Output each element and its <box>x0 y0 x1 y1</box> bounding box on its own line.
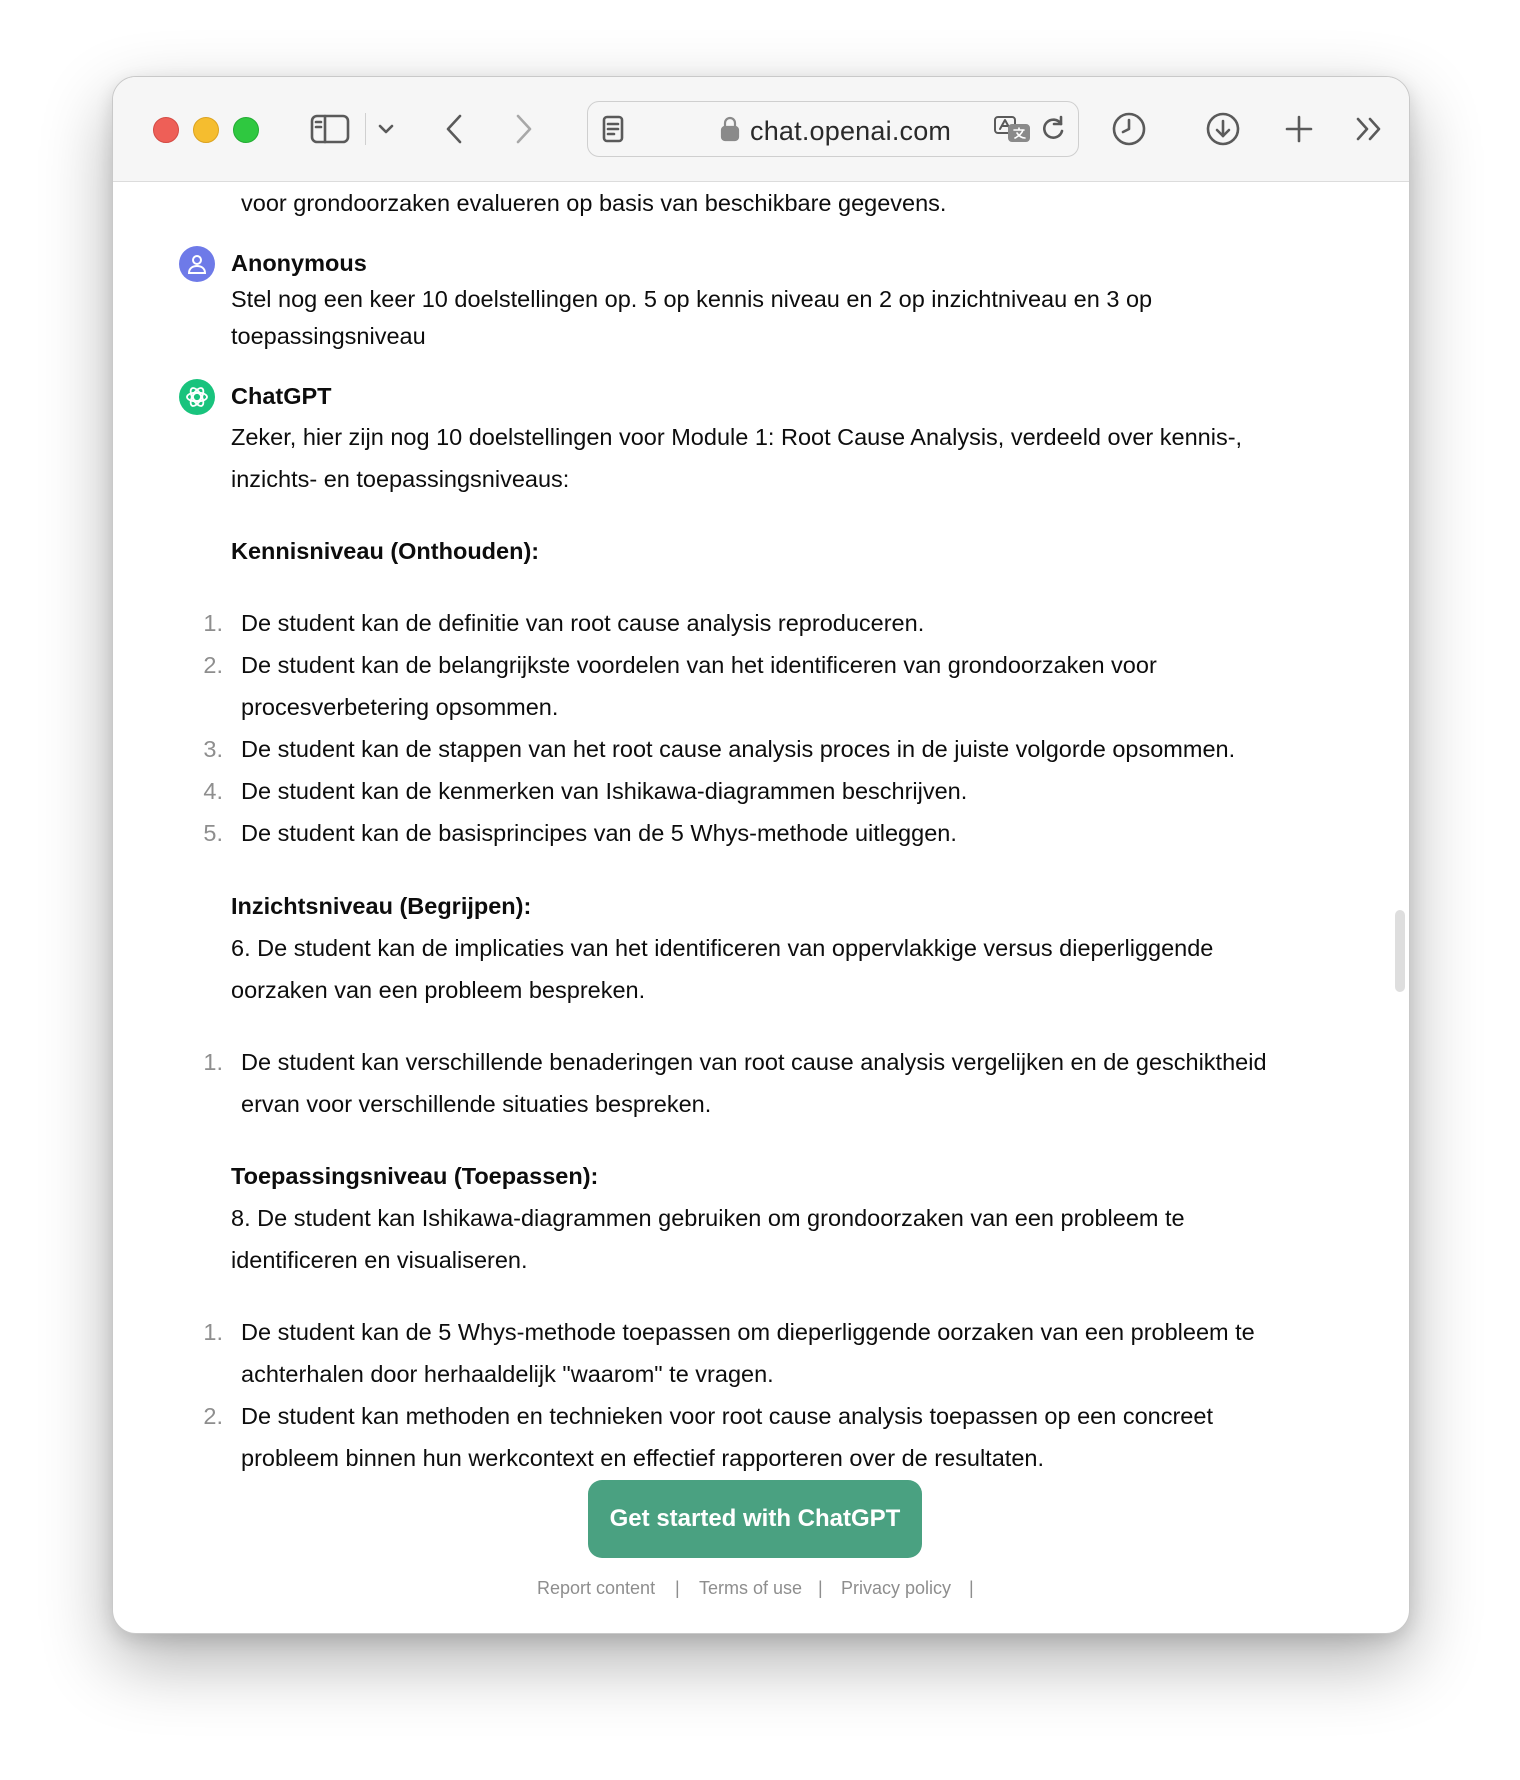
list-item: De student kan de kenmerken van Ishikawa-diagrammen beschrijven. <box>241 778 968 804</box>
section-heading-knowledge: Kennisniveau (Onthouden): <box>231 538 540 564</box>
minimize-window-button[interactable] <box>193 117 219 143</box>
previous-message-fragment: voor grondoorzaken evalueren op basis van beschikbare gegevens. <box>241 190 947 216</box>
scrollbar-thumb[interactable] <box>1395 910 1405 992</box>
assistant-name: ChatGPT <box>231 383 332 409</box>
section-heading-application: Toepassingsniveau (Toepassen): <box>231 1163 599 1189</box>
chatgpt-logo-icon <box>184 384 210 410</box>
list-number: 3. <box>203 736 223 762</box>
list-item-continuation: procesverbetering opsommen. <box>241 694 559 720</box>
history-icon[interactable] <box>1109 107 1149 151</box>
sidebar-toggle-icon[interactable] <box>309 107 351 151</box>
list-number: 1. <box>203 610 223 636</box>
assistant-intro-line-1: Zeker, hier zijn nog 10 doelstellingen voor Module 1: Root Cause Analysis, verdeeld over kennis-, <box>231 424 1243 450</box>
conversation-area <box>113 182 1409 1633</box>
list-item-continuation: probleem binnen hun werkcontext en effectief rapporteren over de resultaten. <box>241 1445 1044 1471</box>
user-message-line-2: toepassingsniveau <box>231 323 426 349</box>
address-bar[interactable] <box>587 101 1079 157</box>
browser-toolbar <box>113 77 1409 182</box>
lock-icon <box>718 107 742 151</box>
translate-icon[interactable] <box>992 107 1032 151</box>
footer-separator: | <box>818 1578 823 1598</box>
toolbar-divider <box>365 113 366 145</box>
list-number: 2. <box>203 652 223 678</box>
list-item: De student kan methoden en technieken voor root cause analysis toepassen op een concreet <box>241 1403 1213 1429</box>
list-item: De student kan de 5 Whys-methode toepassen om dieperliggende oorzaken van een probleem te <box>241 1319 1255 1345</box>
list-item: De student kan de definitie van root cause analysis reproduceren. <box>241 610 925 636</box>
list-number: 1. <box>203 1049 223 1075</box>
paragraph-line: 8. De student kan Ishikawa-diagrammen gebruiken om grondoorzaken van een probleem te <box>231 1205 1185 1231</box>
privacy-policy-link[interactable]: Privacy policy <box>841 1578 952 1598</box>
user-message-line-1: Stel nog een keer 10 doelstellingen op. 5 op kennis niveau en 2 op inzichtniveau en 3 op <box>231 286 1153 312</box>
paragraph-line: identificeren en visualiseren. <box>231 1247 528 1273</box>
user-icon <box>186 253 208 275</box>
list-number: 2. <box>203 1403 223 1429</box>
maximize-window-button[interactable] <box>233 117 259 143</box>
report-content-link[interactable]: Report content <box>537 1578 656 1598</box>
browser-window <box>112 76 1410 1634</box>
list-item: De student kan de belangrijkste voordelen van het identificeren van grondoorzaken voor <box>241 652 1157 678</box>
list-item: De student kan verschillende benaderingen van root cause analysis vergelijken en de geschiktheid <box>241 1049 1267 1075</box>
get-started-button[interactable]: Get started with ChatGPT <box>588 1480 922 1558</box>
chatgpt-avatar <box>179 379 215 415</box>
user-name: Anonymous <box>231 250 367 276</box>
paragraph-line: oorzaken van een probleem bespreken. <box>231 977 646 1003</box>
reload-icon[interactable] <box>1038 107 1068 151</box>
new-tab-icon[interactable] <box>1279 107 1319 151</box>
list-number: 5. <box>203 820 223 846</box>
overflow-chevrons-icon[interactable] <box>1349 107 1389 151</box>
footer-separator: | <box>969 1578 974 1598</box>
assistant-intro-line-2: inzichts- en toepassingsniveaus: <box>231 466 570 492</box>
section-heading-insight: Inzichtsniveau (Begrijpen): <box>231 893 532 919</box>
forward-icon[interactable] <box>509 107 539 151</box>
chevron-down-icon[interactable] <box>373 107 399 151</box>
close-window-button[interactable] <box>153 117 179 143</box>
paragraph-line: 6. De student kan de implicaties van het identificeren van oppervlakkige versus dieperliggende <box>231 935 1214 961</box>
list-item: De student kan de basisprincipes van de 5 Whys-methode uitleggen. <box>241 820 957 846</box>
url-text: chat.openai.com <box>750 116 952 146</box>
list-item-continuation: ervan voor verschillende situaties bespreken. <box>241 1091 712 1117</box>
list-item: De student kan de stappen van het root cause analysis proces in de juiste volgorde opsommen. <box>241 736 1236 762</box>
footer-separator: | <box>675 1578 680 1598</box>
user-avatar <box>179 246 215 282</box>
downloads-icon[interactable] <box>1203 107 1243 151</box>
list-number: 1. <box>203 1319 223 1345</box>
list-item-continuation: achterhalen door herhaaldelijk "waarom" te vragen. <box>241 1361 774 1387</box>
back-icon[interactable] <box>439 107 469 151</box>
terms-of-use-link[interactable]: Terms of use <box>699 1578 803 1598</box>
reader-icon[interactable] <box>598 107 628 151</box>
list-number: 4. <box>203 778 223 804</box>
